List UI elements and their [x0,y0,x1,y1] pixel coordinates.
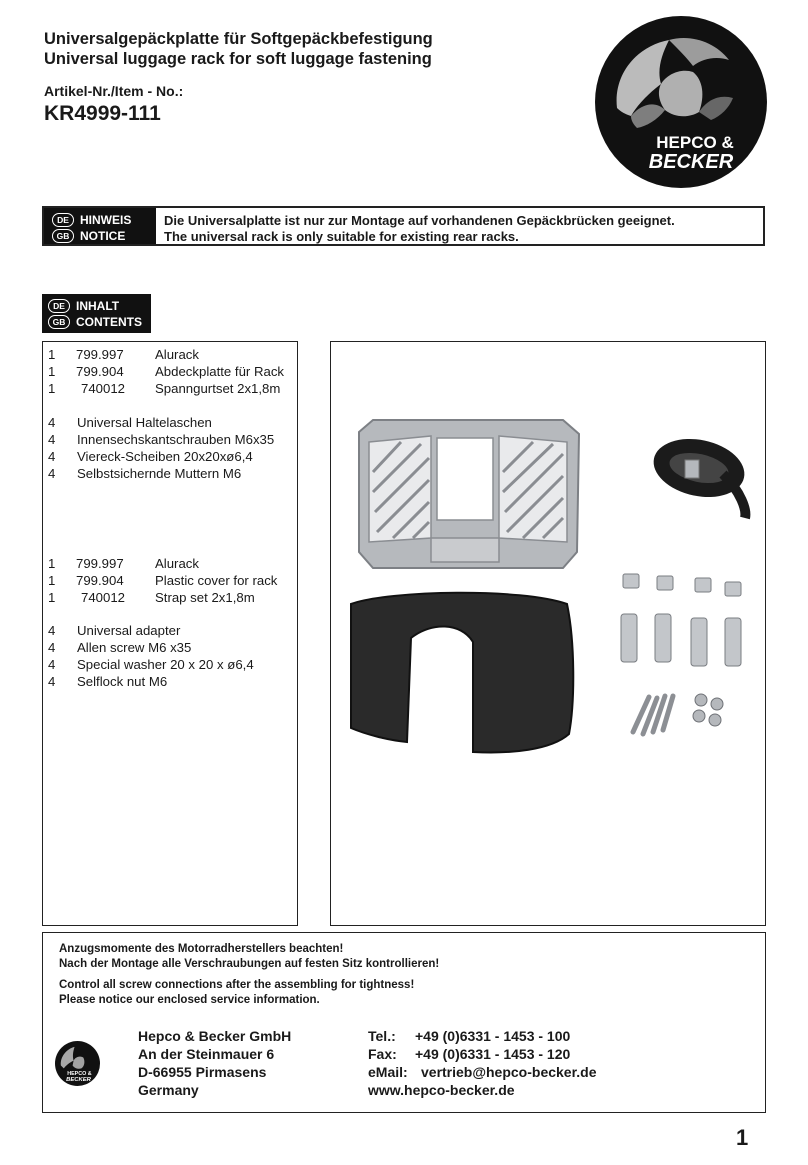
list-item-name: Special washer 20 x 20 x ø6,4 [77,657,254,672]
alurack-image [359,420,579,568]
street-address: An der Steinmauer 6 [138,1046,275,1062]
contents-list [42,341,298,926]
list-item-article: 740012 [81,590,126,605]
list-item-article: 799.997 [76,556,124,571]
list-item-name: Selflock nut M6 [77,674,168,689]
allen-screws-image [633,696,673,734]
item-number-label: Artikel-Nr./Item - No.: [44,83,184,99]
list-item-qty: 1 [48,556,56,571]
title-english: Universal luggage rack for soft luggage fastening [44,50,432,68]
logo-brand-line2: BECKER [648,151,734,173]
logo-small-brand-line2: BECKER [66,1077,91,1084]
service-info-en: Please notice our enclosed service information. [59,994,320,1006]
list-item-qty: 4 [48,432,56,447]
contents-tag [42,294,151,333]
plastic-cover-image [351,593,573,753]
notice-tag-de: HINWEIS [80,213,132,227]
list-item-name: Universal Haltelaschen [77,415,212,430]
list-item-name: Allen screw M6 x35 [77,640,192,655]
country: Germany [138,1082,199,1098]
torque-warning-de: Anzugsmomente des Motorradherstellers beachten! [59,943,344,955]
selflock-nuts-image [693,694,723,726]
logo-brand-line1: HEPCO & [656,133,734,152]
contents-tag-gb: CONTENTS [76,315,142,329]
hepco-becker-logo [595,16,767,188]
logo-small-brand-line1: HEPCO & [67,1071,92,1078]
list-item-qty: 4 [48,657,56,672]
list-item-desc: Strap set 2x1,8m [155,590,255,605]
list-item-name: Selbstsichernde Muttern M6 [77,466,242,481]
title-german: Universalgepäckplatte für Softgepäckbefestigung [44,30,433,48]
list-item-article: 740012 [81,381,126,396]
screw-check-de: Nach der Montage alle Verschraubungen auf festen Sitz kontrollieren! [59,958,440,970]
list-item-qty: 4 [48,466,56,481]
list-item-qty: 4 [48,449,56,464]
list-item-qty: 4 [48,640,56,655]
list-item-article: 799.997 [76,347,124,362]
company-name: Hepco & Becker GmbH [138,1028,292,1044]
list-item-desc: Alurack [155,347,199,362]
list-item-article: 799.904 [76,573,124,588]
lang-badge-de: DE [52,213,74,227]
tel-label: Tel.: [368,1028,396,1044]
notice-box [42,206,765,246]
list-item-qty: 4 [48,674,56,689]
list-item-name: Innensechskantschrauben M6x35 [77,432,275,447]
item-number: KR4999-111 [44,102,161,125]
contents-tag-de: INHALT [76,299,120,313]
strap-set-image [648,431,750,518]
fax-label: Fax: [368,1046,397,1062]
tel-number: +49 (0)6331 - 1453 - 100 [415,1028,571,1044]
email-label: eMail: [368,1064,408,1080]
website-link[interactable]: www.hepco-becker.de [368,1082,515,1098]
page-number: 1 [736,1125,749,1150]
list-item-qty: 4 [48,415,56,430]
notice-tag-gb: NOTICE [80,229,126,243]
lang-badge-gb: GB [52,229,74,243]
list-item-desc: Alurack [155,556,199,571]
notice-text-de: Die Universalplatte ist nur zur Montage auf vorhandenen Gepäckbrücken geeignet. [164,213,675,228]
list-item-qty: 1 [48,573,56,588]
list-item-name: Viereck-Scheiben 20x20xø6,4 [77,449,253,464]
lang-badge-gb: GB [48,315,70,329]
list-item-qty: 1 [48,590,56,605]
list-item-desc: Abdeckplatte für Rack [155,364,285,379]
list-item-name: Universal adapter [77,623,181,638]
email-address[interactable]: vertrieb@hepco-becker.de [421,1064,597,1080]
screw-check-en: Control all screw connections after the assembling for tightness! [59,979,415,991]
list-item-article: 799.904 [76,364,124,379]
list-item-desc: Spanngurtset 2x1,8m [155,381,281,396]
list-item-qty: 1 [48,364,56,379]
parts-illustration [331,342,767,927]
universal-adapters-image [621,574,741,666]
list-item-desc: Plastic cover for rack [155,573,278,588]
fax-number: +49 (0)6331 - 1453 - 120 [415,1046,571,1062]
list-item-qty: 1 [48,381,56,396]
list-item-qty: 4 [48,623,56,638]
hepco-becker-small-logo [55,1041,100,1086]
notice-text-en: The universal rack is only suitable for existing rear racks. [164,229,519,244]
footer-box [42,932,766,1113]
list-item-qty: 1 [48,347,56,362]
city-address: D-66955 Pirmasens [138,1064,267,1080]
notice-tag [44,208,156,244]
lang-badge-de: DE [48,299,70,313]
parts-illustration-box [330,341,766,926]
